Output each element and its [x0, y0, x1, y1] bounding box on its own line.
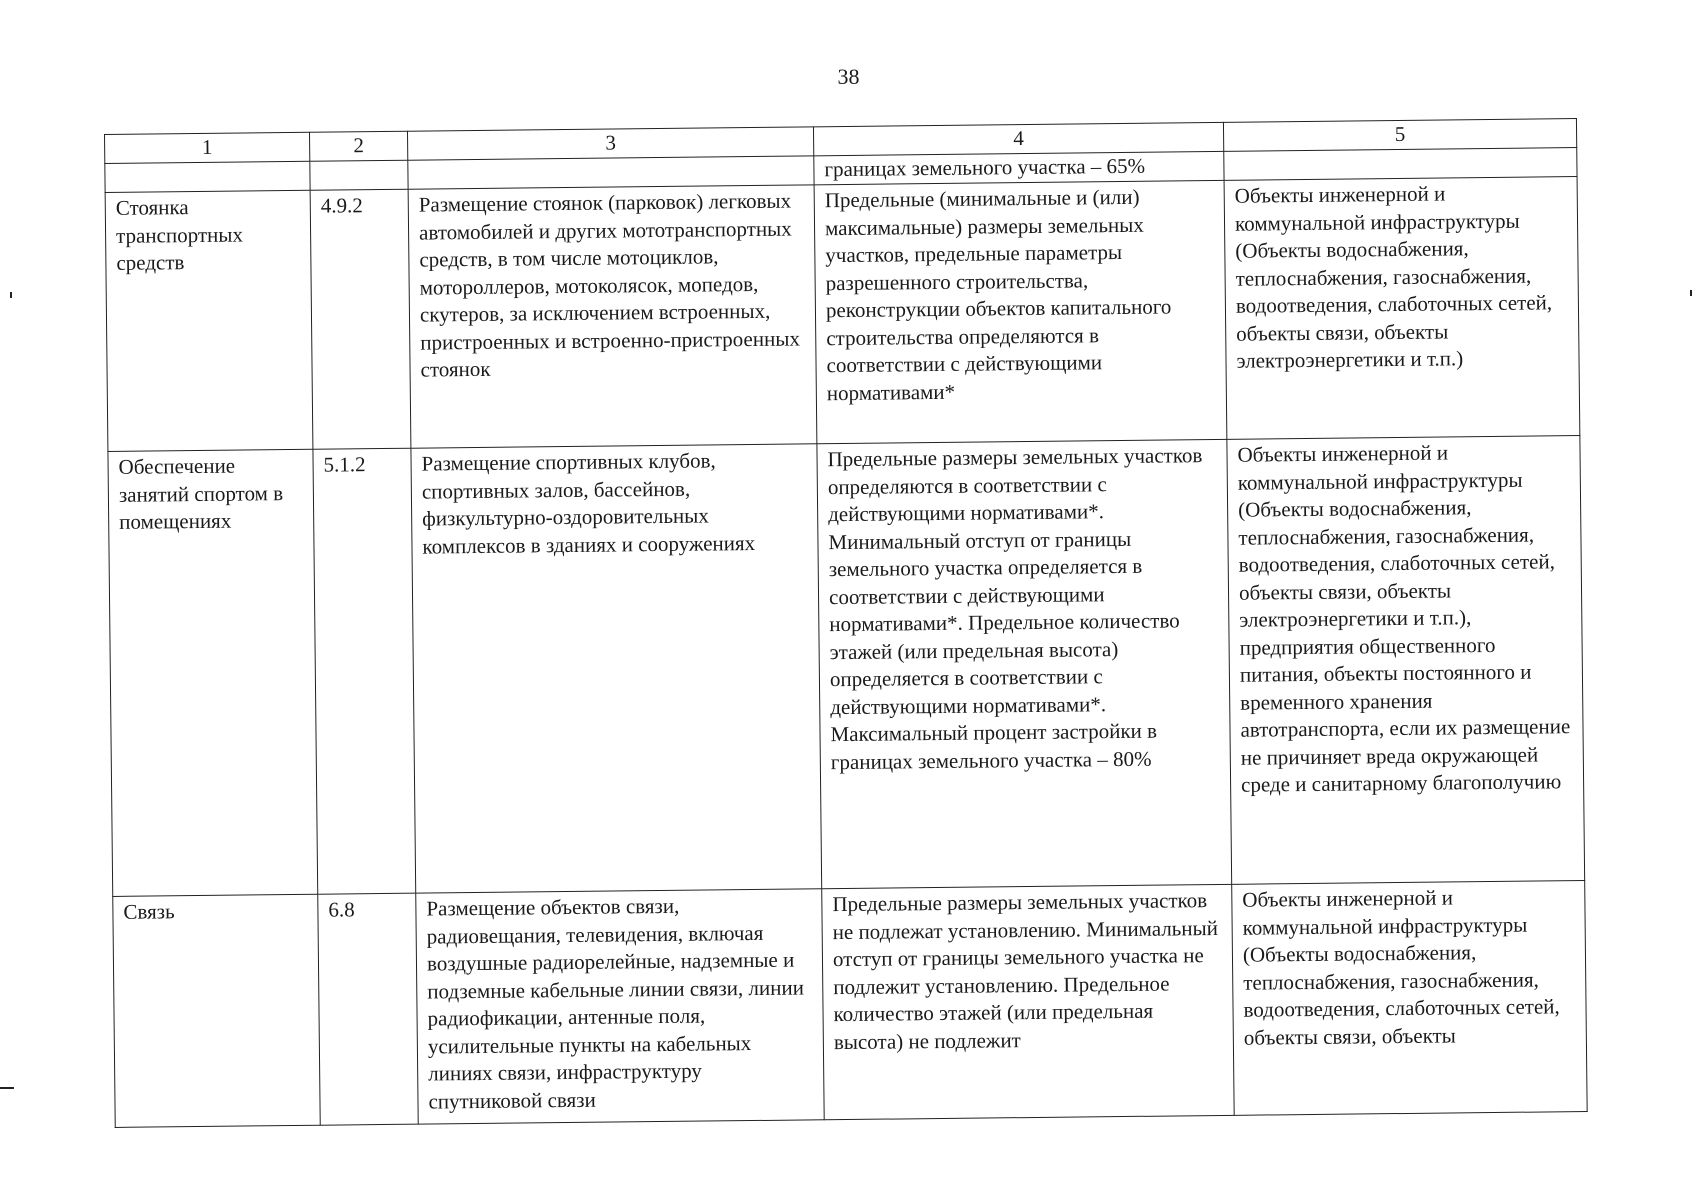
page-number: 38 [837, 64, 860, 89]
use-description-cell: Размещение стоянок (парковок) легковых автомобилей и других мототранспортных средств, в том числе мотоциклов, мотороллеров, мотоколясок, мопедов, скутеров, за исключением встроенных, пристроенных и встроенно-пристроенных стоянок [408, 185, 817, 448]
continuation-cell-5 [1224, 148, 1577, 181]
table-row [113, 881, 1587, 1128]
continuation-cell-4: границах земельного участка – 65% [814, 151, 1224, 184]
table-row [105, 177, 1580, 452]
column-header-2: 2 [309, 131, 407, 161]
use-code-cell: 6.8 [318, 893, 418, 1125]
parameters-cell: Предельные размеры земельных участков определяются в соответствии с действующими нормативами*. Минимальный отступ от границы земельного участка определяется в соответствии с действующими нормативами*. Предельное количество этажей (или предельная высота) определяется в соответствии с действующими нормативами*. Максимальный процент застройки в границах земельного участка – 80% [817, 439, 1232, 888]
parameters-cell: Предельные размеры земельных участков не подлежат установлению. Минимальный отступ от границы земельного участка не подлежит установлению. Предельное количество этажей (или предельная высота) не подлежит [822, 884, 1234, 1119]
use-code-cell: 5.1.2 [313, 448, 416, 894]
use-description-cell: Размещение объектов связи, радиовещания, телевидения, включая воздушные радиорелейные, надземные и подземные кабельные линии связи, линии радиофикации, антенные поля, усилительные пункты на кабельных линиях связи, инфраструктуру спутниковой связи [416, 889, 824, 1124]
continuation-cell-2 [310, 160, 408, 190]
auxiliary-uses-cell: Объекты инженерной и коммунальной инфраструктуры (Объекты водоснабжения, теплоснабжения, газоснабжения, водоотведения, слаботочных сетей, объекты связи, объекты электроэнергетики и т.п.), предприятия общественного питания, объекты постоянного и временного хранения автотранспорта, если их размещение не причиняет вреда окружающей среде и санитарному благополучию [1227, 436, 1585, 885]
auxiliary-uses-cell: Объекты инженерной и коммунальной инфраструктуры (Объекты водоснабжения, теплоснабжения, газоснабжения, водоотведения, слаботочных сетей, объекты связи, объекты электроэнергетики и т.п.) [1224, 177, 1580, 440]
use-name-cell: Обеспечение занятий спортом в помещениях [108, 449, 318, 896]
auxiliary-uses-cell: Объекты инженерной и коммунальной инфраструктуры (Объекты водоснабжения, теплоснабжения, газоснабжения, водоотведения, слаботочных сетей, объекты связи, объекты [1232, 881, 1587, 1116]
column-header-1: 1 [105, 132, 310, 163]
continuation-cell-1 [105, 161, 310, 192]
land-use-table [104, 118, 1587, 1122]
column-header-4: 4 [813, 122, 1223, 155]
parameters-cell: Предельные (минимальные и (или) максимальные) размеры земельных участков, предельные параметры разрешенного строительства, реконструкции объектов капитального строительства определяются в соответствии с действующими нормативами* [814, 180, 1227, 443]
continuation-cell-3 [408, 156, 814, 189]
column-header-5: 5 [1223, 119, 1576, 152]
table-row [108, 436, 1585, 897]
use-description-cell: Размещение спортивных клубов, спортивных залов, бассейнов, физкультурно-оздоровительных комплексов в зданиях и сооружениях [411, 444, 822, 893]
left-scan-dot [10, 292, 12, 298]
use-name-cell: Связь [113, 894, 320, 1127]
use-code-cell: 4.9.2 [310, 189, 411, 449]
left-margin-mark [0, 1087, 14, 1089]
use-name-cell: Стоянка транспортных средств [105, 190, 313, 451]
column-header-3: 3 [407, 127, 813, 160]
right-scan-dot [1690, 290, 1692, 296]
